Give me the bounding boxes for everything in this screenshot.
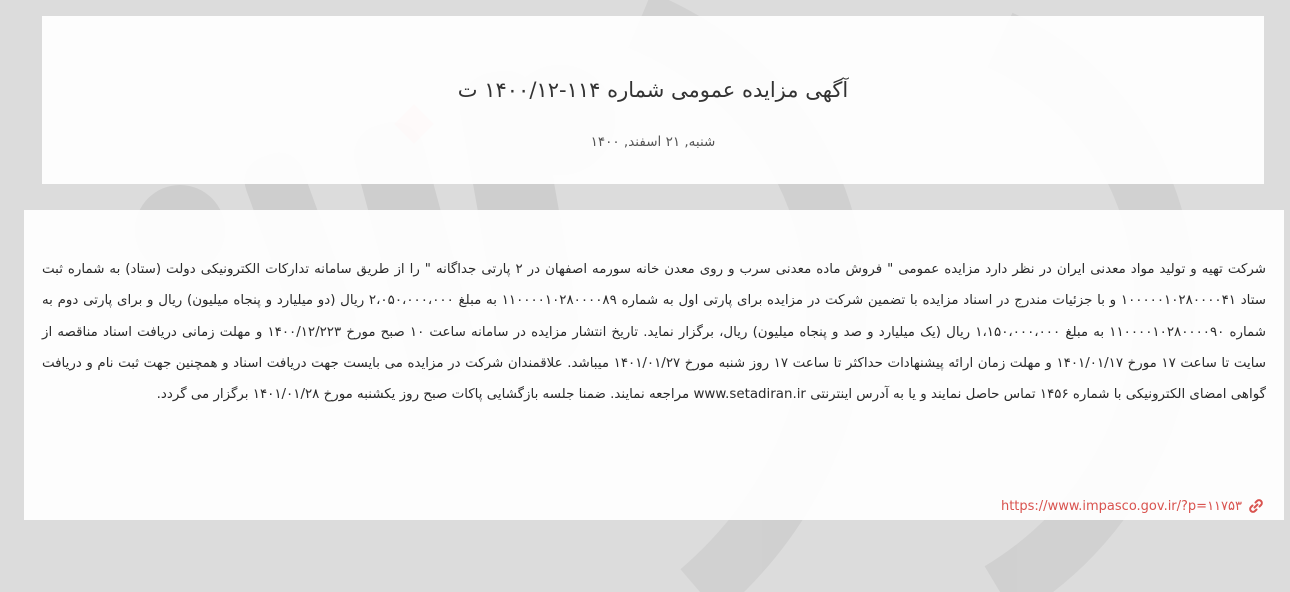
page-title: آگهی مزایده عمومی شماره ۱۱۴-۱۴۰۰/۱۲ ت [457,78,849,102]
link-icon [1248,498,1264,514]
paragraph-part-1: شرکت تهیه و تولید مواد معدنی ایران در نظر دارد مزایده عمومی " فروش ماده معدنی سرب و روی معدن خانه سورمه اصفهان در ۲ پارتی جداگانه " را از طریق سامانه تدارکات الکترونیکی دولت (ستاد) به شماره ثبت ستاد ۱۰۰۰۰۰۱۰۲۸۰۰۰۰۴۱ و با جزئیات مندرج در اسناد مزایده با تضمین شرکت در مزایده برای پارتی اول به شماره ۱۱۰۰۰۰۱۰۲۸۰۰۰۰۸۹ به مبلغ ۲،۰۵۰،۰۰۰،۰۰۰ ریال (دو میلیارد و پنجاه میلیون) ریال و برای پارتی دوم به شماره ۱۱۰۰۰۰۱۰۲۸۰۰۰۰۹۰ به مبلغ ۱،۱۵۰،۰۰۰،۰۰۰ ریال (یک میلیارد و صد و پنجاه میلیون) ریال، برگزار نماید. تاریخ انتشار مزایده در سامانه ساعت ۱۰ صبح مورخ ۱۴۰۰/۱۲/۲۲۳ و مهلت زمانی دریافت اسناد مناقصه از سایت تا ساعت ۱۷ مورخ ۱۴۰۱/۰۱/۱۷ و مهلت زمان ارائه پیشنهادات حداکثر تا ساعت ۱۷ روز شنبه مورخ ۱۴۰۱/۰۱/۲۷ میباشد. علاقمندان شرکت در مزایده می بایست جهت دریافت اسناد و همچنین جهت ثبت نام و دریافت گواهی امضای الکترونیکی با شماره ۱۴۵۶ تماس حاصل نمایند و یا به آدرس اینترنتی [42,262,1267,403]
publish-date: شنبه, ۲۱ اسفند, ۱۴۰۰ [590,134,716,150]
article-header [42,16,1264,184]
short-link-row[interactable] [1001,498,1264,514]
article-body [24,210,1284,520]
short-link-url[interactable]: https://www.impasco.gov.ir/?p=۱۱۷۵۳ [1000,498,1242,514]
website-link[interactable]: www.setadiran.ir [693,387,806,403]
article-paragraph [42,254,1266,410]
paragraph-part-2: مراجعه نمایند. ضمنا جلسه بازگشایی پاکات صبح روز یکشنبه مورخ ۱۴۰۱/۰۱/۲۸ برگزار می گردد. [156,387,690,403]
